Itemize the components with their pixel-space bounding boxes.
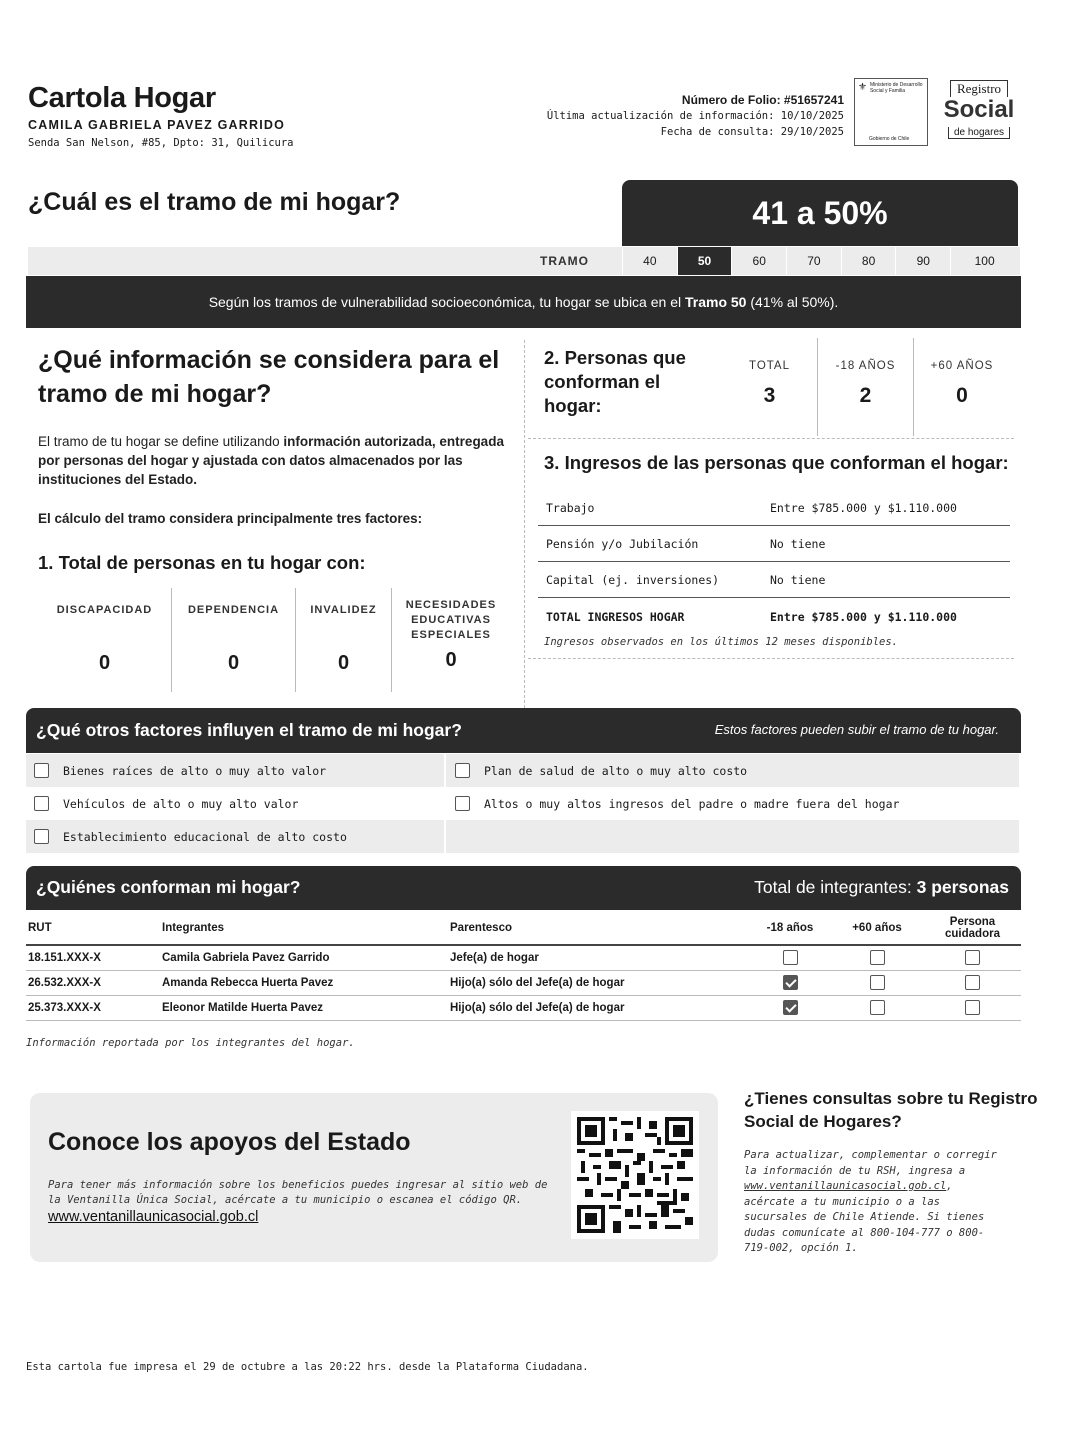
ingresos-row xyxy=(538,490,1010,526)
document-meta xyxy=(547,92,844,140)
ingresos-row xyxy=(538,562,1010,598)
ingresos-row xyxy=(538,526,1010,562)
col-mayor60: +60 años xyxy=(830,912,924,945)
consultas-text-post: , acércate a tu municipio o a las sucursales de Chile Atiende. Si tienes dudas comunícate al 800-104-777 o 800-719-002, opción 1. xyxy=(744,1180,985,1254)
ministerio-logo xyxy=(854,78,928,146)
ingresos-key: Pensión y/o Jubilación xyxy=(546,536,699,551)
tramo-cell: 70 xyxy=(786,247,841,275)
factors-heading: 1. Total de personas en tu hogar con: xyxy=(38,552,366,573)
tramo-cell: 90 xyxy=(895,247,950,275)
cell-parentesco: Hijo(a) sólo del Jefe(a) de hogar xyxy=(448,995,750,1020)
tramo-cell: 60 xyxy=(731,247,786,275)
factor-label: INVALIDEZ xyxy=(310,604,377,616)
integrantes-total-value: 3 personas xyxy=(916,877,1009,897)
table-header-row xyxy=(26,912,1021,945)
ingresos-total-value: Entre $785.000 y $1.110.000 xyxy=(770,610,957,624)
ingresos-key: Trabajo xyxy=(546,500,595,515)
rsh-logo-line2: Social xyxy=(943,96,1015,123)
checkbox-unchecked-icon xyxy=(965,950,980,965)
col-parentesco: Parentesco xyxy=(448,912,750,945)
cell-nombre: Amanda Rebecca Huerta Pavez xyxy=(160,970,448,995)
personas-value: 3 xyxy=(763,384,776,407)
factor-value: 0 xyxy=(337,652,350,674)
personas-label: +60 AÑOS xyxy=(930,360,994,372)
factor-label: DISCAPACIDAD xyxy=(56,604,153,616)
ventanilla-link[interactable]: www.ventanillaunicasocial.gob.cl xyxy=(48,1209,259,1225)
otros-factores-header xyxy=(26,708,1021,753)
apoyos-text: Para tener más información sobre los beneficios puedes ingresar al sitio web de la Ventanilla Única Social, acércate a tu municipio o escanea el código QR. xyxy=(48,1179,548,1206)
otros-row xyxy=(26,787,1019,820)
personas-value: 0 xyxy=(956,384,968,407)
cell-rut: 26.532.XXX-X xyxy=(26,970,160,995)
factor-item-label: Bienes raíces de alto o muy alto valor xyxy=(63,763,327,778)
tramo-cell-active: 50 xyxy=(677,247,732,275)
otros-row xyxy=(26,754,1019,787)
personas-heading: 2. Personas que conforman el hogar: xyxy=(544,347,686,416)
tramo-question: ¿Cuál es el tramo de mi hogar? xyxy=(28,188,401,216)
factor-checkbox xyxy=(34,829,49,844)
checkbox-unchecked-icon xyxy=(965,1000,980,1015)
ingresos-heading: 3. Ingresos de las personas que conforman el hogar: xyxy=(544,452,1009,473)
cell-menor18 xyxy=(750,945,830,970)
gobierno-label: Gobierno de Chile xyxy=(869,136,910,142)
tramo-cell: 80 xyxy=(841,247,896,275)
factor-value: 0 xyxy=(227,652,240,674)
info-question: ¿Qué información se considera para el tramo de mi hogar? xyxy=(38,346,500,408)
factor-item-label: Establecimiento educacional de alto costo xyxy=(63,829,347,844)
cell-cuidadora xyxy=(924,995,1021,1020)
col-menor18: -18 años xyxy=(750,912,830,945)
factor-label: DEPENDENCIA xyxy=(187,604,280,616)
ingresos-value: Entre $785.000 y $1.110.000 xyxy=(770,500,957,515)
factor-item-label: Altos o muy altos ingresos del padre o madre fuera del hogar xyxy=(484,796,900,811)
page-title: Cartola Hogar xyxy=(28,82,216,114)
factor-value: 0 xyxy=(445,649,457,671)
table-row xyxy=(26,995,1021,1020)
checkbox-unchecked-icon xyxy=(965,975,980,990)
otros-factores-list xyxy=(26,754,1019,853)
table-row xyxy=(26,945,1021,970)
tramo-message-post: (41% al 50%). xyxy=(746,294,839,310)
factor-item xyxy=(446,787,1019,820)
integrantes-total-label: Total de integrantes: xyxy=(754,877,917,897)
factor-invalidez xyxy=(296,588,392,692)
rsh-logo-line3: de hogares xyxy=(948,127,1010,139)
tramo-message-bold: Tramo 50 xyxy=(684,294,747,310)
integrantes-total xyxy=(754,877,1009,898)
factor-item-empty xyxy=(446,820,1019,853)
qr-code-graphic xyxy=(577,1117,693,1233)
info-paragraph-1 xyxy=(38,432,508,489)
chile-coat-of-arms-icon: ⚜ xyxy=(858,82,867,93)
cell-nombre: Eleonor Matilde Huerta Pavez xyxy=(160,995,448,1020)
personas-menor18 xyxy=(818,338,914,436)
consultas-heading: ¿Tienes consultas sobre tu Registro Social de Hogares? xyxy=(744,1089,1038,1131)
personas-counts xyxy=(722,338,1010,436)
factors-row xyxy=(38,588,510,692)
factor-dependencia xyxy=(172,588,296,692)
integrantes-title: ¿Quiénes conforman mi hogar? xyxy=(36,877,301,897)
holder-name: CAMILA GABRIELA PAVEZ GARRIDO xyxy=(28,118,286,132)
otros-row xyxy=(26,820,1019,853)
table-row xyxy=(26,970,1021,995)
tramo-label: TRAMO xyxy=(540,254,589,268)
checkbox-unchecked-icon xyxy=(870,1000,885,1015)
checkbox-unchecked-icon xyxy=(870,975,885,990)
checkbox-unchecked-icon xyxy=(870,950,885,965)
info-p1-plain: El tramo de tu hogar se define utilizando xyxy=(38,434,284,449)
info-p1-bold: información autorizada, entregada por personas del hogar y ajustada con datos almacenados por las instituciones del Estado. xyxy=(38,434,504,487)
personas-total xyxy=(722,338,818,436)
divider xyxy=(528,438,1014,439)
personas-label: TOTAL xyxy=(749,360,790,372)
cell-parentesco: Hijo(a) sólo del Jefe(a) de hogar xyxy=(448,970,750,995)
factor-checkbox xyxy=(34,796,49,811)
apoyos-title: Conoce los apoyos del Estado xyxy=(48,1128,411,1156)
ingresos-total-key: TOTAL INGRESOS HOGAR xyxy=(546,610,685,624)
cell-mayor60 xyxy=(830,995,924,1020)
last-update: Última actualización de información: 10/10/2025 xyxy=(546,110,844,122)
tramo-cell: 100 xyxy=(950,247,1018,275)
otros-factores-subtitle: Estos factores pueden subir el tramo de tu hogar. xyxy=(714,722,999,737)
divider xyxy=(528,658,1014,659)
factor-checkbox xyxy=(34,763,49,778)
ingresos-note: Ingresos observados en los últimos 12 meses disponibles. xyxy=(544,636,899,648)
cell-cuidadora xyxy=(924,970,1021,995)
integrantes-table xyxy=(26,912,1021,1021)
cell-cuidadora xyxy=(924,945,1021,970)
consultas-link[interactable]: www.ventanillaunicasocial.gob.cl xyxy=(744,1180,947,1192)
factor-checkbox xyxy=(455,763,470,778)
checkbox-unchecked-icon xyxy=(783,950,798,965)
cell-rut: 18.151.XXX-X xyxy=(26,945,160,970)
integrantes-note: Información reportada por los integrantes del hogar. xyxy=(26,1037,355,1049)
factor-item xyxy=(26,787,446,820)
consultas-text xyxy=(744,1148,1004,1257)
ingresos-value: No tiene xyxy=(770,572,826,587)
cell-parentesco: Jefe(a) de hogar xyxy=(448,945,750,970)
factor-discapacidad xyxy=(38,588,172,692)
tramo-message xyxy=(26,276,1021,328)
consultas-text-pre: Para actualizar, complementar o corregir la información de tu RSH, ingresa a xyxy=(744,1149,997,1177)
column-divider xyxy=(524,340,525,708)
info-paragraph-2: El cálculo del tramo considera principalmente tres factores: xyxy=(38,511,423,526)
checkbox-checked-icon xyxy=(783,975,798,990)
tramo-message-pre: Según los tramos de vulnerabilidad socioeconómica, tu hogar se ubica en el xyxy=(208,294,685,310)
factor-value: 0 xyxy=(98,652,111,674)
factor-item xyxy=(446,754,1019,787)
ingresos-total-row xyxy=(538,598,1010,636)
otros-factores-title: ¿Qué otros factores influyen el tramo de mi hogar? xyxy=(36,720,462,740)
cell-menor18 xyxy=(750,995,830,1020)
personas-label: -18 AÑOS xyxy=(835,360,896,372)
cell-nombre: Camila Gabriela Pavez Garrido xyxy=(160,945,448,970)
factor-necesidades xyxy=(392,588,510,692)
tramo-scale xyxy=(622,247,1018,275)
factor-item-label: Vehículos de alto o muy alto valor xyxy=(63,796,299,811)
tramo-cell: 40 xyxy=(622,247,677,275)
ingresos-value: No tiene xyxy=(770,536,826,551)
ingresos-key: Capital (ej. inversiones) xyxy=(546,572,720,587)
personas-mayor60 xyxy=(914,338,1010,436)
cell-mayor60 xyxy=(830,970,924,995)
factor-label: NECESIDADES EDUCATIVAS ESPECIALES xyxy=(405,599,497,641)
integrantes-header xyxy=(26,866,1021,910)
factor-checkbox xyxy=(455,796,470,811)
query-date: Fecha de consulta: 29/10/2025 xyxy=(660,126,844,138)
qr-code-icon[interactable] xyxy=(571,1111,699,1239)
col-integrantes: Integrantes xyxy=(160,912,448,945)
tramo-value: 41 a 50% xyxy=(622,180,1018,246)
rsh-logo-line1: Registro xyxy=(950,80,1008,97)
factor-item xyxy=(26,820,446,853)
ministerio-label: Ministerio de Desarrollo Social y Familia xyxy=(869,82,923,94)
factor-item xyxy=(26,754,446,787)
holder-address: Senda San Nelson, #85, Dpto: 31, Quilicura xyxy=(28,137,294,149)
factor-item-label: Plan de salud de alto o muy alto costo xyxy=(484,763,748,778)
checkbox-checked-icon xyxy=(783,1000,798,1015)
col-cuidadora: Persona cuidadora xyxy=(924,912,1021,945)
col-rut: RUT xyxy=(26,912,160,945)
personas-value: 2 xyxy=(859,384,872,407)
ingresos-table xyxy=(538,490,1010,636)
cell-rut: 25.373.XXX-X xyxy=(26,995,160,1020)
cell-menor18 xyxy=(750,970,830,995)
folio-number: Número de Folio: #51657241 xyxy=(681,93,844,107)
rsh-logo xyxy=(938,80,1020,146)
cell-mayor60 xyxy=(830,945,924,970)
print-footer: Esta cartola fue impresa el 29 de octubre a las 20:22 hrs. desde la Plataforma Ciudadana. xyxy=(26,1361,589,1373)
